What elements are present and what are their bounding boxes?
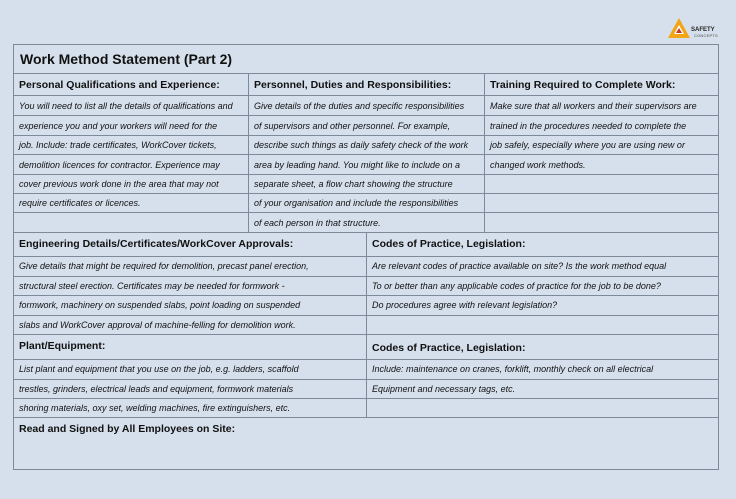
engineering-text-line: structural steel erection. Certificates may be needed for formwork - [19,281,285,291]
personal-text-line: require certificates or licences. [19,198,141,208]
grid-line [14,73,718,74]
plant-equipment-header: Plant/Equipment: [19,340,106,352]
training-text-line: changed work methods. [490,160,586,170]
grid-line [14,212,718,213]
work-method-statement-form [13,44,719,470]
grid-line [14,115,718,116]
personnel-text-line: of supervisors and other personnel. For example, [254,121,451,131]
logo-subtitle: CONCEPTS [694,33,718,38]
codes-text-line: Include: maintenance on cranes, forklift, monthly check on all electrical [372,364,654,374]
personal-text-line: cover previous work done in the area that may not [19,179,219,189]
personnel-text-line: of your organisation and include the responsibilities [254,198,459,208]
personal-text-line: You will need to list all the details of qualifications and [19,101,233,111]
engineering-details-header: Engineering Details/Certificates/WorkCover Approvals: [19,238,294,250]
personnel-text-line: area by leading hand. You might like to include on a [254,160,460,170]
training-text-line: Make sure that all workers and their supervisors are [490,101,697,111]
plant-text-line: List plant and equipment that you use on the job, e.g. ladders, scaffold [19,364,299,374]
grid-line [14,417,718,418]
grid-line [484,73,485,232]
engineering-text-line: slabs and WorkCover approval of machine-felling for demolition work. [19,320,296,330]
grid-line [14,193,718,194]
codes-text-line: To or better than any applicable codes of practice for the job to be done? [372,281,661,291]
engineering-text-line: Give details that might be required for demolition, precast panel erection, [19,261,309,271]
personnel-text-line: of each person in that structure. [254,218,381,228]
training-required-header: Training Required to Complete Work: [490,79,676,91]
grid-line [14,135,718,136]
grid-line [14,174,718,175]
training-text-line: trained in the procedures needed to complete the [490,121,687,131]
personnel-duties-header: Personnel, Duties and Responsibilities: [254,79,452,91]
plant-text-line: trestles, grinders, electrical leads and equipment, formwork materials [19,384,294,394]
training-text-line: job safely, especially where you are using new or [490,140,685,150]
personnel-text-line: Give details of the duties and specific responsibilities [254,101,465,111]
codes-of-practice-header: Codes of Practice, Legislation: [372,238,526,250]
grid-line [248,73,249,232]
personal-text-line: demolition licences for contractor. Experience may [19,160,220,170]
signature-area[interactable] [14,437,718,469]
personal-text-line: job. Include: trade certificates, WorkCover tickets, [19,140,217,150]
codes-of-practice-header-2: Codes of Practice, Legislation: [372,342,526,354]
personal-qualifications-header: Personal Qualifications and Experience: [19,79,220,91]
personnel-text-line: separate sheet, a flow chart showing the structure [254,179,453,189]
grid-line [366,232,367,417]
codes-text-line: Equipment and necessary tags, etc. [372,384,516,394]
grid-line [14,95,718,96]
plant-text-line: shoring materials, oxy set, welding machines, fire extinguishers, etc. [19,403,291,413]
grid-line [14,154,718,155]
codes-text-line: Do procedures agree with relevant legislation? [372,300,558,310]
page-title: Work Method Statement (Part 2) [20,51,233,67]
codes-text-line: Are relevant codes of practice available on site? Is the work method equal [372,261,667,271]
personal-text-line: experience you and your workers will need for the [19,121,218,131]
engineering-text-line: formwork, machinery on suspended slabs, point loading on suspended [19,300,301,310]
personnel-text-line: describe such things as daily safety check of the work [254,140,469,150]
read-and-signed-header: Read and Signed by All Employees on Site: [19,423,236,435]
logo-name: SAFETY [691,27,715,33]
